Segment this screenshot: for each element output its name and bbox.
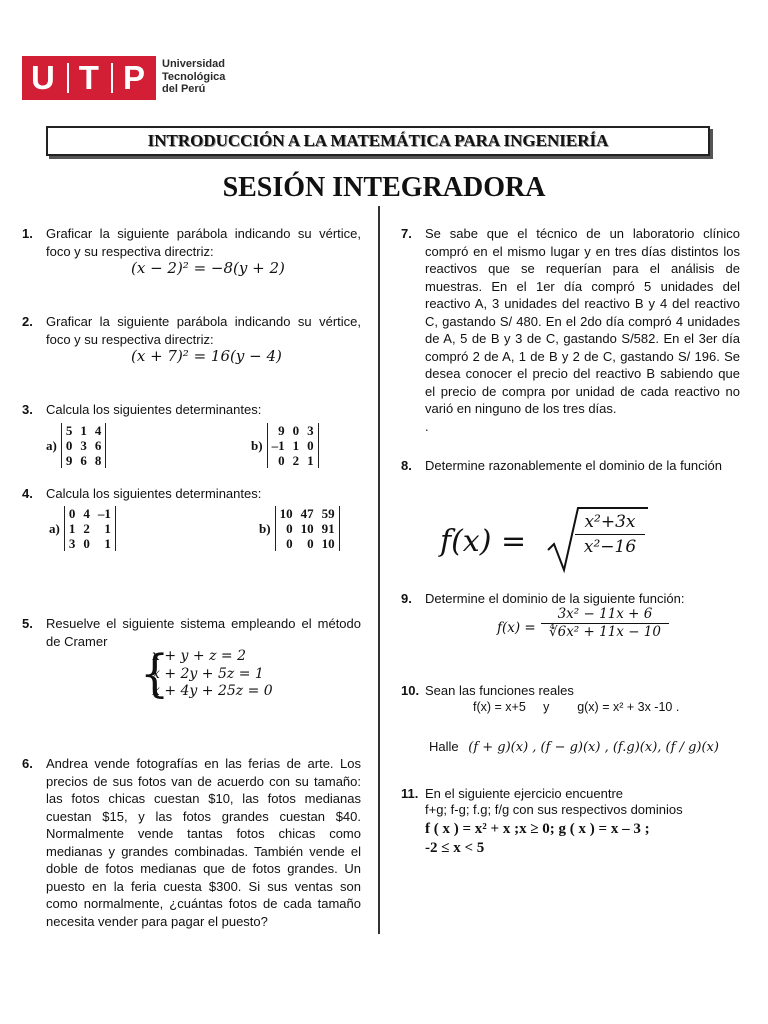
question-text: Calcula los siguientes determinantes: (46, 486, 262, 501)
question-text: En el siguiente ejercicio encuentre (425, 786, 624, 801)
course-header-box (46, 126, 710, 156)
question-text: Determine razonablemente el dominio de la función (425, 458, 723, 473)
halle-label: Halle (429, 739, 459, 754)
radicand-fraction (575, 512, 645, 557)
domain-line: -2 ≤ x < 5 (425, 840, 485, 856)
question-text: Se sabe que el técnico de un laboratorio clínico compró en el mismo lugar y en tres días distintos los reactivos que se requerían para el análisis de muestras. En el 1er día compró 5 unidades del reactivo A, 3 unidades del reactivo B y 4 del reactivo C, gastando S/ 480. En el 2do día compró 4 unidades de A, 5 de B y 3 de C, gastando S/582. En el 3er día compró 2 de A, 1 de B y 2 de C, gastando S/ 196. Se desea conocer el precio del reactivo B sabiendo que el precio de compra por unidad de cada reactivo no varió en ninguno de los tres días. . (425, 226, 740, 434)
determinant-4a (49, 506, 116, 551)
matrix-label: b) (251, 437, 263, 453)
matrix-label: b) (259, 520, 271, 536)
question-number: 11. (401, 786, 419, 801)
function-fraction (541, 606, 669, 640)
operations-text: f+g; f-g; f.g; f/g con sus respectivos dominios (425, 802, 683, 817)
question-number: 2. (22, 314, 33, 329)
system-brace: { (140, 643, 170, 703)
determinant-3b (251, 423, 319, 468)
linear-system (152, 648, 273, 701)
question-number: 6. (22, 756, 33, 771)
equation: x + 2y + 5z = 1 (152, 665, 264, 682)
denominator: x²−16 (583, 537, 637, 557)
logo-mark (22, 56, 156, 100)
question-text: Graficar la siguiente parábola indicando su vértice, foco y su respectiva directriz: (46, 314, 361, 347)
column-divider (378, 206, 380, 934)
question-text: Sean las funciones reales (425, 683, 574, 698)
equation: x + y + z = 2 (152, 648, 246, 664)
utp-logo (22, 56, 227, 102)
equation: x + 4y + 25z = 0 (152, 683, 273, 699)
question-text: Resuelve el siguiente sistema empleando el método de Cramer (46, 616, 361, 649)
logo-separator (111, 63, 113, 93)
question-number: 1. (22, 226, 33, 241)
matrix-table: 0 4 –1 1 2 1 3 0 1 (64, 506, 116, 551)
function-operations: (f + g)(x) , (f − g)(x) , (f.g)(x), (f / g)(x) (468, 740, 719, 755)
q11-functions (425, 820, 650, 858)
course-title: INTRODUCCIÓN A LA MATEMÁTICA PARA INGENIERÍA (147, 131, 609, 150)
matrix-table: 9 0 3 –1 1 0 0 2 1 (267, 423, 319, 468)
function-lhs: f(x) = (440, 524, 527, 559)
question-number: 3. (22, 402, 33, 417)
question-text: Determine el dominio de la siguiente función: (425, 591, 685, 606)
logo-letter-p: P (122, 59, 147, 96)
determinant-3a (46, 423, 106, 468)
trailing-dot: . (425, 418, 429, 434)
sqrt-function-formula (440, 504, 650, 574)
logo-letter-u: U (30, 59, 57, 96)
question-number: 10. (401, 683, 420, 698)
numerator: x²+3x (575, 512, 645, 535)
question-text: Andrea vende fotografías en las ferias de arte. Los precios de sus fotos van de acuerdo con su tamaño: las fotos chicas cuestan $10, las fotos medianas cuestan $15, y las fotos grandes cuestan $40. Normalmente vende tantas fotos chicas como medianas y grandes combinadas. También vende el doble de fotos medianas que de fotos grandes. Un puesto en la feria cuesta $300. Si sus ventas son como normalmente, ¿cuántas fotos de cada tamaño necesita vender para pagar el puesto? (46, 756, 361, 929)
matrix-table: 10 47 59 0 10 91 0 0 10 (275, 506, 340, 551)
question-number: 7. (401, 226, 412, 241)
numerator: 3x² − 11x + 6 (541, 606, 669, 624)
logo-line: Tecnológica (162, 70, 226, 83)
function-lhs: f(x) = (497, 620, 536, 636)
question-number: 5. (22, 616, 33, 631)
question-number: 9. (401, 591, 412, 606)
question-text: Calcula los siguientes determinantes: (46, 402, 262, 417)
function-line: f ( x ) = x² + x ;x ≥ 0; g ( x ) = x – 3 ; (425, 821, 650, 837)
page-title: SESIÓN INTEGRADORA (222, 172, 546, 203)
matrix-label: a) (46, 437, 57, 453)
logo-wordmark (162, 58, 225, 96)
logo-line: del Perú (162, 83, 206, 95)
matrix-label: a) (49, 520, 60, 536)
function-definitions: f(x) = x+5 y g(x) = x² + 3x -10 . (473, 700, 680, 714)
question-text: Graficar la siguiente parábola indicando su vértice, foco y su respectiva directriz: (46, 226, 361, 259)
denominator: ∜6x² + 11x − 10 (549, 624, 661, 640)
halle-line (429, 739, 719, 755)
logo-line: Universidad (162, 58, 225, 70)
logo-separator (67, 63, 69, 93)
parabola-formula-1: (x − 2)² = −8(y + 2) (131, 259, 285, 277)
parabola-formula-2: (x + 7)² = 16(y − 4) (131, 347, 282, 365)
matrix-table: 5 1 4 0 3 6 9 6 8 (61, 423, 107, 468)
logo-letter-t: T (78, 59, 101, 96)
question-number: 4. (22, 486, 33, 501)
question-number: 8. (401, 458, 412, 473)
determinant-4b (259, 506, 340, 551)
